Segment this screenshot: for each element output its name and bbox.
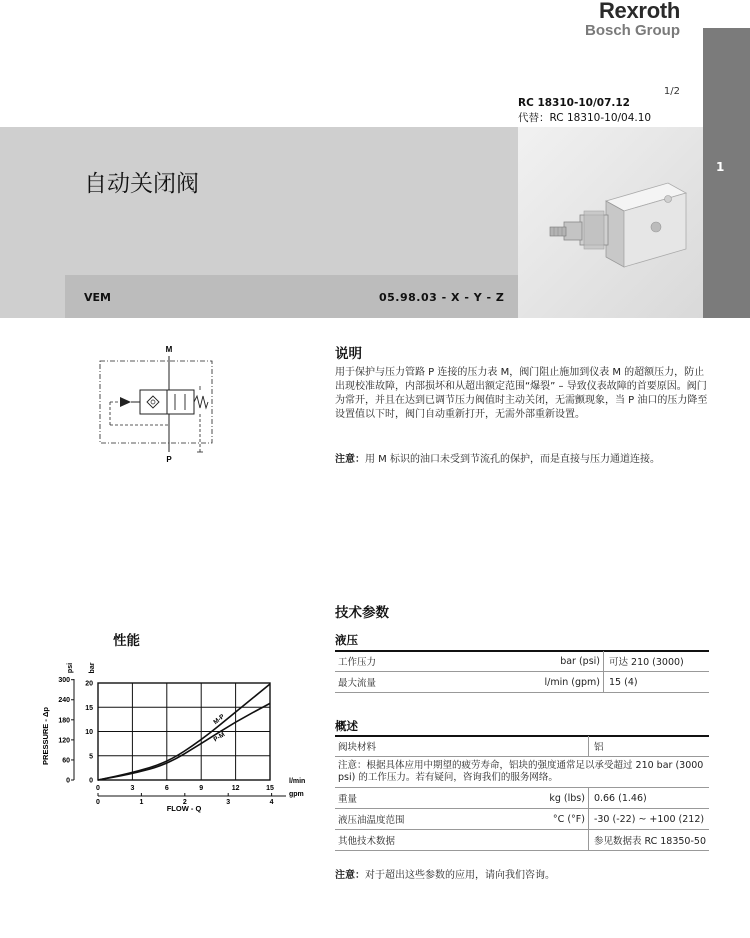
- table-row: [335, 809, 709, 830]
- hydraulic-table: [335, 651, 709, 693]
- row-unit: l/min (gpm): [527, 672, 604, 693]
- x2-tick-label: 0: [96, 799, 100, 806]
- row-value: 0.66 (1.46): [588, 788, 709, 809]
- hydraulic-heading: 液压: [335, 633, 358, 647]
- y2-tick-label: 240: [58, 697, 70, 705]
- description-heading: 说明: [335, 346, 362, 362]
- y2-tick-label: 120: [58, 737, 70, 745]
- general-heading: 概述: [335, 719, 358, 733]
- x-tick-label: 3: [130, 785, 135, 792]
- row-value: 15 (4): [604, 672, 710, 693]
- y-tick-label: 20: [85, 680, 93, 688]
- chapter-tab-number: 1: [716, 160, 725, 174]
- replaces-document: 代替：RC 18310-10/04.10: [518, 112, 652, 124]
- document-number: RC 18310-10/07.12: [518, 97, 630, 109]
- page-title: 自动关闭阀: [84, 171, 199, 197]
- row-value: 可达 210 (3000): [604, 651, 710, 672]
- row-unit: bar (psi): [527, 651, 604, 672]
- table-row: [335, 672, 709, 693]
- table-row: [335, 757, 709, 788]
- y-tick-label: 15: [85, 704, 93, 712]
- row-label: 其他技术数据: [335, 830, 515, 851]
- row-label: 液压油温度范围: [335, 809, 515, 830]
- series-label: M-P: [212, 713, 226, 727]
- row-label: 工作压力: [335, 651, 527, 672]
- y-tick-label: 10: [85, 729, 93, 736]
- table-row: [335, 788, 709, 809]
- series-label: P-M: [212, 731, 227, 744]
- x-tick-label: 9: [199, 785, 204, 792]
- tech-heading: 技术参数: [335, 605, 389, 621]
- x-unit-primary: l/min: [289, 778, 306, 785]
- page-number: 1/2: [663, 86, 680, 97]
- model-name: VEM: [84, 291, 111, 304]
- note-label: 注意：: [335, 454, 365, 465]
- performance-chart: [38, 656, 310, 830]
- table-row: [335, 736, 709, 757]
- x2-tick-label: 4: [269, 799, 274, 806]
- note-label: 注意：: [335, 870, 365, 881]
- row-unit: kg (lbs): [515, 788, 588, 809]
- y-tick-label: 0: [89, 777, 93, 785]
- row-label: 重量: [335, 788, 515, 809]
- table-row: [335, 651, 709, 672]
- y-tick-label: 5: [89, 753, 93, 761]
- x-tick-label: 12: [231, 785, 240, 792]
- row-value: -30 (-22) ~ +100 (212): [588, 809, 709, 830]
- row-unit: [515, 830, 588, 851]
- y2-tick-label: 60: [62, 757, 70, 765]
- brand-name: Rexroth: [598, 0, 680, 23]
- note-text: 用 M 标识的油口未受到节流孔的保护，而是直接与压力通道连接。: [365, 454, 660, 465]
- y-unit-secondary: psi: [67, 662, 74, 674]
- y-unit-primary: bar: [89, 662, 96, 674]
- series-line-p-m: [98, 703, 270, 780]
- row-value: 参见数据表 RC 18350-50: [588, 830, 709, 851]
- x2-tick-label: 2: [182, 799, 187, 806]
- row-value: 铝: [588, 736, 709, 757]
- port-p-label: P: [166, 455, 172, 464]
- row-unit: °C (°F): [515, 809, 588, 830]
- x-tick-label: 0: [96, 785, 100, 792]
- chapter-tab: [703, 28, 750, 318]
- table-row: [335, 830, 709, 851]
- y2-tick-label: 180: [58, 717, 70, 725]
- x-tick-label: 15: [266, 785, 274, 792]
- x-unit-secondary: gpm: [289, 791, 304, 798]
- x2-tick-label: 1: [139, 799, 144, 806]
- brand-group: Bosch Group: [584, 22, 680, 39]
- x2-tick-label: 3: [226, 799, 231, 806]
- row-label: 最大流量: [335, 672, 527, 693]
- hydraulic-schematic: [90, 340, 230, 474]
- row-unit: [515, 736, 588, 757]
- x-tick-label: 6: [164, 785, 169, 792]
- valve-photo: [518, 127, 703, 318]
- row-label: 阀块材料: [335, 736, 515, 757]
- note-text: 对于超出这些参数的应用，请向我们咨询。: [365, 870, 555, 881]
- y-axis-label: PRESSURE - Δp: [41, 707, 50, 765]
- y2-tick-label: 0: [66, 777, 70, 785]
- order-code: 05.98.03 - X - Y - Z: [379, 291, 505, 304]
- y2-tick-label: 300: [58, 677, 70, 685]
- performance-heading: 性能: [113, 633, 140, 649]
- description-note: [335, 453, 710, 467]
- tech-note: [335, 869, 710, 883]
- general-table: [335, 736, 709, 851]
- x-axis-label: FLOW - Q: [166, 804, 202, 813]
- description-text: 用于保护与压力管路 P 连接的压力表 M，阀门阻止施加到仪表 M 的超额压力，防止出现校准故障，内部损坏和从超出额定范围“爆裂” – 导致仪表故障的首要原因。阀门为常开，并且在达到已调节压力阀值时主动关闭，无需颤现象，当 P 油口的压力降至设置值以下时，阀门自动重新打开，无需外部重新设置。: [335, 367, 708, 420]
- brand-logo: [585, 0, 680, 38]
- port-m-label: M: [165, 345, 173, 354]
- row-note: 注意：根据具体应用中期望的疲劳寿命，铝块的强度通常足以承受超过 210 bar (3000 psi) 的工作压力。若有疑问，咨询我们的服务网络。: [335, 757, 709, 788]
